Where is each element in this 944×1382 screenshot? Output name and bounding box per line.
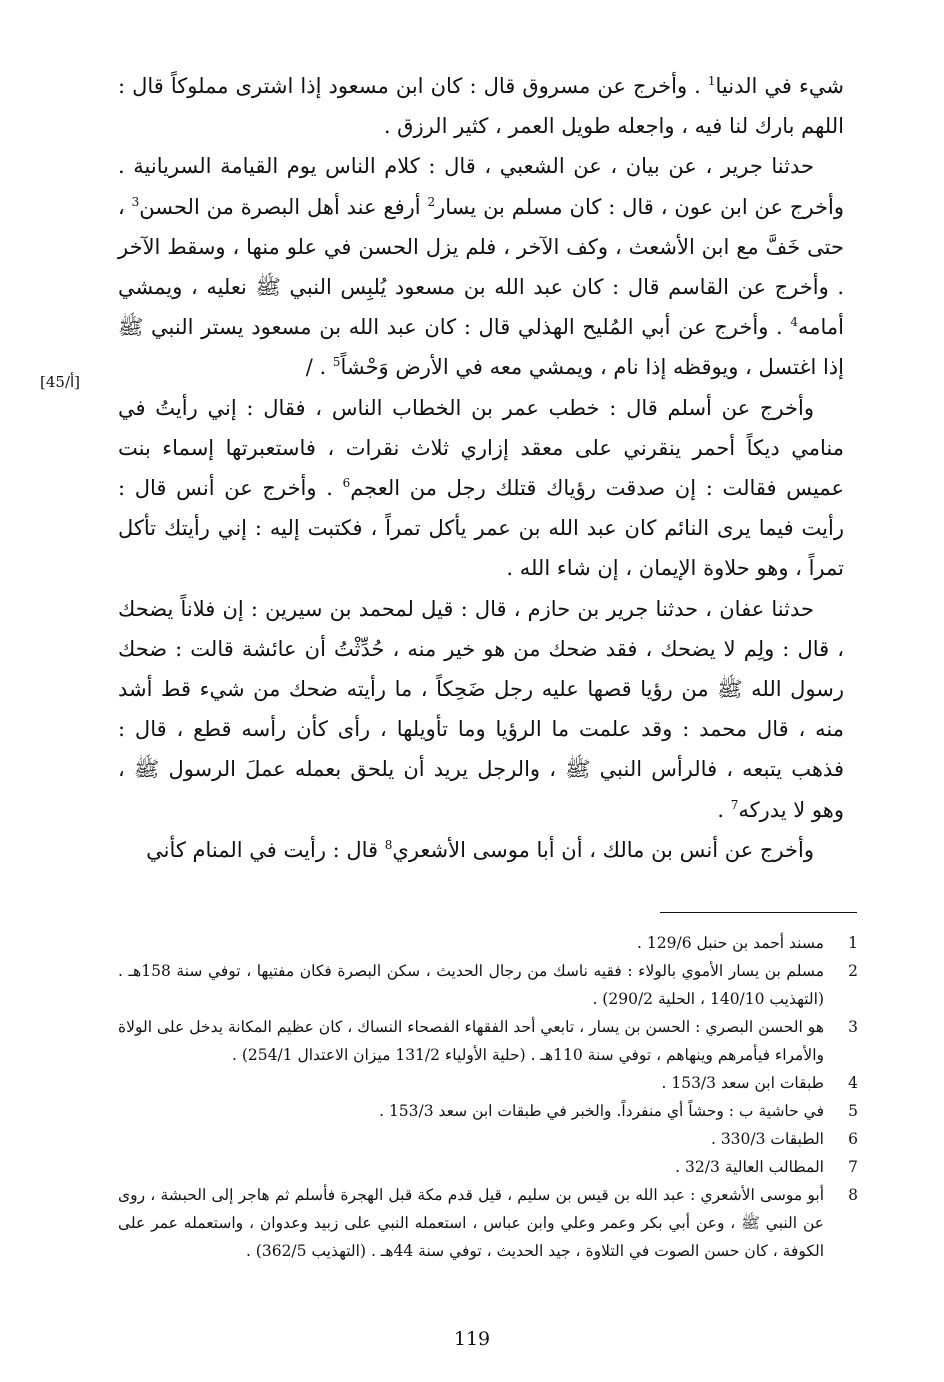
footnote-number: 7 (848, 1158, 858, 1176)
footnote-item (118, 929, 858, 957)
footnote-text: أبو موسى الأشعري : عبد الله بن قيس بن سليم ، قيل قدم مكة قبل الهجرة فأسلم ثم هاجر إلى الحبشة ، روى عن النبي ﷺ ، وعن أبي بكر وعمر وعلي وابن عباس ، استعمله النبي على زبيد وعدوان ، واستعمله عمر على الكوفة ، كان حسن الصوت في التلاوة ، جيد الحديث ، توفي سنة 44هـ . (التهذيب 362/5) . (118, 1186, 824, 1260)
footnote-text: طبقات ابن سعد 153/3 . (661, 1074, 824, 1092)
footnote-text: في حاشية ب : وحشاً أي منفرداً. والخبر في طبقات ابن سعد 153/3 . (379, 1102, 824, 1120)
footnote-ref[interactable]: 3 (131, 194, 140, 209)
text-run: . وأخرج عن أنس قال : رأيت فيما يرى النائم كان عبد الله بن عمر يأكل تمراً ، فكتبت إليه : إني رأيتك تأكل تمراً ، وهو حلاوة الإيمان ، إن شاء الله . (118, 476, 844, 581)
paragraph-1 (118, 66, 844, 146)
footnote-number: 4 (848, 1074, 858, 1092)
footnote-number: 2 (848, 962, 858, 980)
footnote-ref[interactable]: 8 (384, 837, 393, 852)
text-run: شيء في الدنيا (715, 74, 845, 98)
text-run: . (717, 797, 731, 822)
text-run: حدثنا عفان ، حدثنا جرير بن حازم ، قال : قيل لمحمد بن سيرين : إن فلاناً يضحك ، قال : ولِم لا يضحك ، فقد ضحك من هو خير منه ، حُدِّثْتُ أن عائشة قالت : ضحك رسول الله ﷺ من رؤيا قصها عليه رجل ضَحِكاً ، ما رأيته ضحك من شيء قط أشد منه ، قال محمد : وقد علمت ما الرؤيا وما تأويلها ، رأى كأن رأسه قطع ، قال : فذهب يتبعه ، فالرأس النبي ﷺ ، والرجل يريد أن يلحق بعمله عملَ الرسول ﷺ ، وهو لا يدركه (118, 596, 844, 822)
main-text (118, 66, 844, 870)
paragraph-5 (118, 830, 844, 870)
footnote-ref[interactable]: 6 (342, 476, 351, 491)
footnote-ref[interactable]: 5 (332, 355, 341, 370)
footnote-number: 8 (848, 1186, 858, 1204)
paragraph-2 (118, 146, 844, 387)
footnote-separator (660, 912, 857, 913)
page-number: 119 (453, 1328, 491, 1350)
text-run: . وأخرج عن أبي المُليح الهذلي قال : كان عبد الله بن مسعود يستر النبي ﷺ إذا اغتسل ، ويوقظه إذا نام ، ويمشي معه في الأرض وَحْشاً (118, 315, 844, 380)
footnote-ref[interactable]: 7 (730, 797, 739, 812)
footnote-number: 5 (848, 1102, 858, 1120)
footnote-number: 6 (848, 1130, 858, 1148)
footnotes (118, 929, 858, 1265)
footnote-item (118, 1097, 858, 1125)
text-run: حدثنا جرير ، عن بيان ، عن الشعبي ، قال : كلام الناس يوم القيامة السريانية . وأخرج عن ابن عون ، قال : كان مسلم بن يسار (118, 154, 845, 219)
paragraph-4 (118, 589, 844, 830)
footnote-text: مسلم بن يسار الأموي بالولاء : فقيه ناسك من رجال الحديث ، سكن البصرة فكان مفتيها ، توفي سنة 158هـ . (التهذيب 140/10 ، الحلية 290/2) . (118, 962, 824, 1008)
text-run: وأخرج عن أنس بن مالك ، أن أبا موسى الأشعري (392, 837, 814, 862)
footnote-number: 3 (848, 1018, 858, 1036)
text-run: . / (305, 355, 333, 380)
footnote-ref[interactable]: 4 (790, 315, 798, 330)
footnote-item (118, 1069, 858, 1097)
footnote-number: 1 (848, 934, 858, 952)
text-run: أرفع عند أهل البصرة من الحسن (139, 194, 428, 219)
footnote-text: هو الحسن البصري : الحسن بن يسار ، تابعي أحد الفقهاء الفصحاء النساك ، كان عظيم المكانة يدخل على الولاة والأمراء فيأمرهم وينهاهم ، توفي سنة 110هـ . (حلية الأولياء 131/2 ميزان الاعتدال 254/1) . (118, 1018, 824, 1064)
footnote-item (118, 1153, 858, 1181)
footnote-item (118, 1013, 858, 1069)
manuscript-folio-marker: [45/أ] (40, 373, 81, 391)
footnote-text: مسند أحمد بن حنبل 129/6 . (637, 934, 824, 952)
paragraph-3 (118, 388, 844, 589)
text-run: وأخرج عن أسلم قال : خطب عمر بن الخطاب الناس ، فقال : إني رأيتُ في منامي ديكاً أحمر ينقرني على معقد إزاري ثلاث نقرات ، فاستعبرتها إسماء بنت عميس فقالت : إن صدقت رؤياك قتلك رجل من العجم (118, 395, 844, 501)
footnote-ref[interactable]: 1 (707, 74, 716, 88)
footnote-text: الطبقات 330/3 . (710, 1130, 824, 1148)
text-run: . وأخرج عن مسروق قال : كان ابن مسعود إذا اشترى مملوكاً قال : اللهم بارك لنا فيه ، واجعله طويل العمر ، كثير الرزق . (118, 74, 844, 139)
footnote-item (118, 1181, 858, 1265)
footnote-item (118, 1125, 858, 1153)
footnote-ref[interactable]: 2 (427, 194, 436, 209)
text-run: ، حتى خَفَّ مع ابن الأشعث ، وكف الآخر ، فلم يزل الحسن في علو منها ، وسقط الآخر . وأخرج عن القاسم قال : كان عبد الله بن مسعود يُلبِس النبي ﷺ نعليه ، ويمشي أمامه (118, 194, 844, 340)
footnote-item (118, 957, 858, 1013)
footnote-text: المطالب العالية 32/3 . (675, 1158, 824, 1176)
text-run: قال : رأيت في المنام كأني (146, 837, 385, 862)
